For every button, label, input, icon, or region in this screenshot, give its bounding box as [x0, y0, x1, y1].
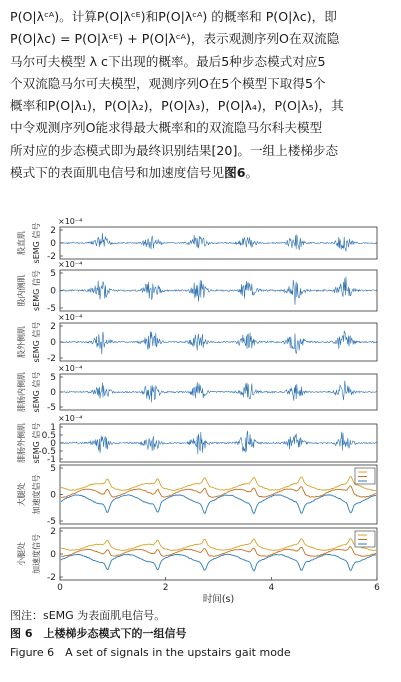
signal-figure — [0, 208, 401, 608]
paragraph-line: 中令观测序列O能求得最大概率和的双流隐马尔科夫模型 — [10, 120, 323, 136]
y-tick-label: -5 — [47, 304, 56, 314]
semg-trace — [61, 381, 377, 403]
muscle-label: 腓肠内侧肌 — [17, 372, 26, 412]
y-tick-label: 0 — [50, 550, 56, 560]
muscle-label: 小腿处 — [17, 542, 26, 566]
paragraph-line: 个双流隐马尔可夫模型，观测序列O在5个模型下取得5个 — [10, 75, 326, 91]
muscle-label: 腓肠外侧肌 — [17, 423, 26, 463]
paragraph-line: P(O|λᶜᴬ)。计算P(O|λᶜᴱ)和P(O|λᶜᴬ) 的概率和 P(O|λc)，即 — [10, 9, 337, 24]
muscle-label: 大腿处 — [17, 482, 26, 507]
paragraph-line: 马尔可夫模型 λ c下出现的概率。最后5种步态模式对应5 — [10, 53, 326, 69]
y-axis-label: sEMG 信号 — [32, 371, 41, 413]
y-tick-label: -5 — [47, 403, 56, 413]
muscle-label: 股外侧肌 — [17, 326, 26, 358]
plot-frame — [60, 528, 377, 580]
paragraph-text: 模式下的表面肌电信号和加速度信号见 — [10, 165, 225, 181]
acceleration-trace — [61, 486, 376, 497]
y-tick-label: 2 — [50, 226, 56, 236]
x-tick-label: 4 — [268, 583, 275, 593]
paragraph-line: 所对应的步态模式即为最终识别结果[20]。一组上楼梯步态 — [10, 142, 339, 158]
y-tick-label: 0 — [50, 239, 56, 249]
paragraph-line: P(O|λc) = P(O|λᶜᴱ) + P(O|λᶜᴬ)，表示观测序列O在双流隐 — [10, 31, 340, 47]
x-tick-label: 0 — [57, 583, 63, 593]
acceleration-trace — [61, 554, 376, 571]
y-tick-label: 0 — [50, 286, 56, 297]
x-tick-label: 2 — [162, 583, 169, 593]
semg-trace — [61, 331, 377, 354]
y-tick-label: 2 — [50, 322, 56, 332]
figure-reference-link[interactable]: 图6 — [224, 165, 246, 181]
semg-trace — [61, 277, 377, 305]
y-exponent-label: ×10⁻⁴ — [58, 364, 83, 373]
muscle-label: 股直肌 — [17, 231, 26, 255]
paragraph-text: 。 — [245, 165, 259, 181]
figure-caption-cn: 图 6 上楼梯步态模式下的一组信号 — [10, 627, 187, 640]
y-axis-label: sEMG 信号 — [32, 270, 41, 311]
semg-trace — [61, 431, 377, 454]
y-axis-label: sEMG 信号 — [32, 422, 41, 464]
y-tick-label: 5 — [50, 269, 56, 279]
acceleration-trace — [61, 495, 376, 514]
y-axis-label: 加速度信号 — [32, 534, 41, 574]
y-exponent-label: ×10⁻⁴ — [58, 260, 83, 269]
acceleration-trace — [61, 477, 376, 491]
muscle-label: 股内侧肌 — [17, 274, 26, 307]
y-axis-label: 加速度信号 — [32, 474, 41, 515]
y-axis-label: sEMG 信号 — [32, 321, 41, 363]
y-tick-label: 0 — [50, 388, 56, 398]
y-tick-label: 0 — [50, 338, 56, 348]
y-exponent-label: ×10⁻⁴ — [58, 313, 83, 322]
y-tick-label: 2 — [50, 527, 56, 537]
y-tick-label: 5 — [50, 464, 56, 474]
y-tick-label: 0 — [50, 439, 56, 449]
y-tick-label: -1 — [47, 455, 56, 465]
paragraph-line: 概率和P(O|λ₁)，P(O|λ₂)，P(O|λ₃)，P(O|λ₄)，P(O|λ₅)，其 — [10, 98, 344, 114]
y-tick-label: -2 — [47, 354, 56, 364]
y-tick-label: 0.5 — [41, 431, 56, 441]
figure-caption-en: Figure 6 A set of signals in the upstairs gait mode — [10, 646, 291, 659]
y-tick-label: -0.5 — [38, 447, 56, 457]
acceleration-trace — [61, 539, 376, 551]
x-axis-label: 时间(s) — [202, 594, 235, 605]
semg-trace — [61, 233, 377, 251]
y-tick-label: -5 — [47, 517, 56, 527]
y-tick-label: 1 — [50, 423, 56, 433]
figure-note: 图注：sEMG 为表面肌电信号。 — [10, 609, 166, 622]
y-tick-label: -2 — [47, 252, 56, 262]
x-tick-label: 6 — [374, 583, 380, 593]
y-tick-label: 5 — [50, 373, 56, 383]
body-paragraph — [10, 6, 394, 184]
y-tick-label: 0 — [50, 490, 56, 501]
y-axis-label: sEMG 信号 — [32, 222, 41, 264]
paragraph-line — [10, 162, 394, 184]
y-exponent-label: ×10⁻⁴ — [58, 414, 83, 423]
y-tick-label: -2 — [47, 573, 56, 583]
y-exponent-label: ×10⁻⁴ — [58, 217, 83, 226]
